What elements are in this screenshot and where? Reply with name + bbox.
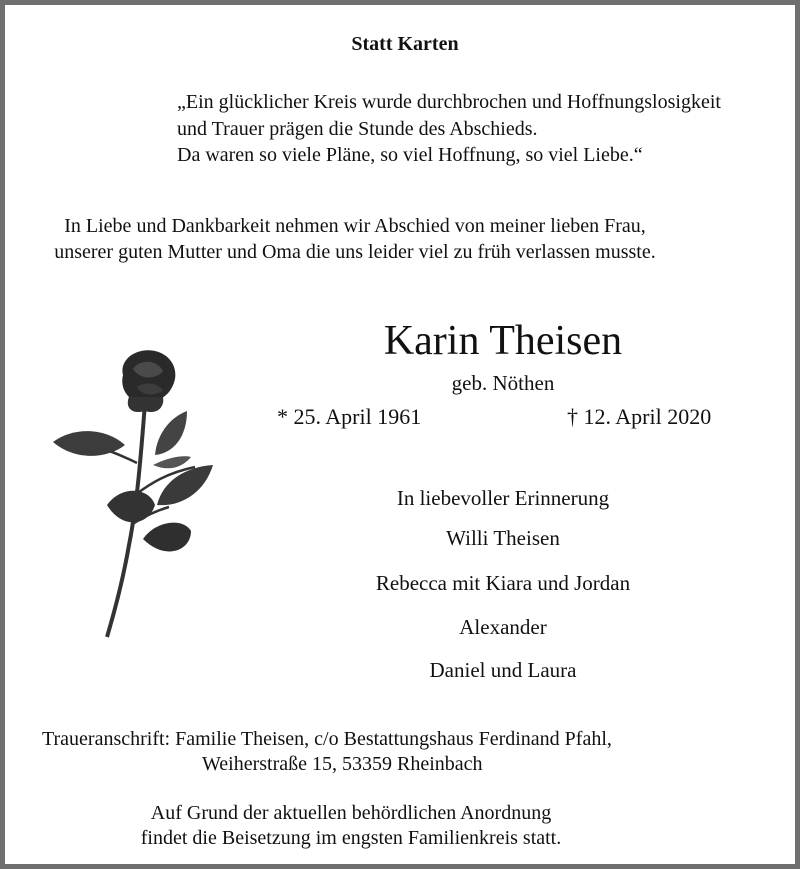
heading: Statt Karten bbox=[351, 33, 459, 55]
quote-block bbox=[177, 89, 721, 169]
address-line: Traueranschrift: Familie Theisen, c/o Bestattungshaus Ferdinand Pfahl, bbox=[42, 728, 612, 750]
deceased-name: Karin Theisen bbox=[383, 318, 623, 364]
intro-line: In Liebe und Dankbarkeit nehmen wir Abschied von meiner lieben Frau, bbox=[64, 215, 646, 237]
mourners-intro: In liebevoller Erinnerung bbox=[396, 486, 610, 510]
address-line: Weiherstraße 15, 53359 Rheinbach bbox=[202, 753, 483, 775]
mourner-name: Alexander bbox=[459, 615, 547, 639]
quote-line: „Ein glücklicher Kreis wurde durchbrochen und Hoffnungslosigkeit bbox=[177, 91, 721, 113]
intro-line: unserer guten Mutter und Oma die uns leider viel zu früh verlassen musste. bbox=[54, 241, 656, 263]
birth-date: * 25. April 1961 bbox=[277, 404, 422, 429]
quote-line: Da waren so viele Pläne, so viel Hoffnung, so viel Liebe.“ bbox=[177, 144, 643, 166]
notice-line: findet die Beisetzung im engsten Familienkreis statt. bbox=[140, 827, 562, 849]
notice-line: Auf Grund der aktuellen behördlichen Anordnung bbox=[150, 802, 552, 824]
burial-notice bbox=[5, 801, 697, 851]
maiden-name: geb. Nöthen bbox=[451, 371, 555, 395]
mourning-address bbox=[42, 727, 612, 777]
rose-image bbox=[45, 345, 225, 645]
intro-text bbox=[5, 213, 705, 265]
quote-line: und Trauer prägen die Stunde des Abschieds. bbox=[177, 117, 538, 140]
mourner-name: Willi Theisen bbox=[446, 526, 560, 550]
mourner-name: Rebecca mit Kiara und Jordan bbox=[375, 571, 631, 595]
mourner-name: Daniel und Laura bbox=[429, 658, 577, 682]
death-date: † 12. April 2020 bbox=[567, 404, 712, 429]
